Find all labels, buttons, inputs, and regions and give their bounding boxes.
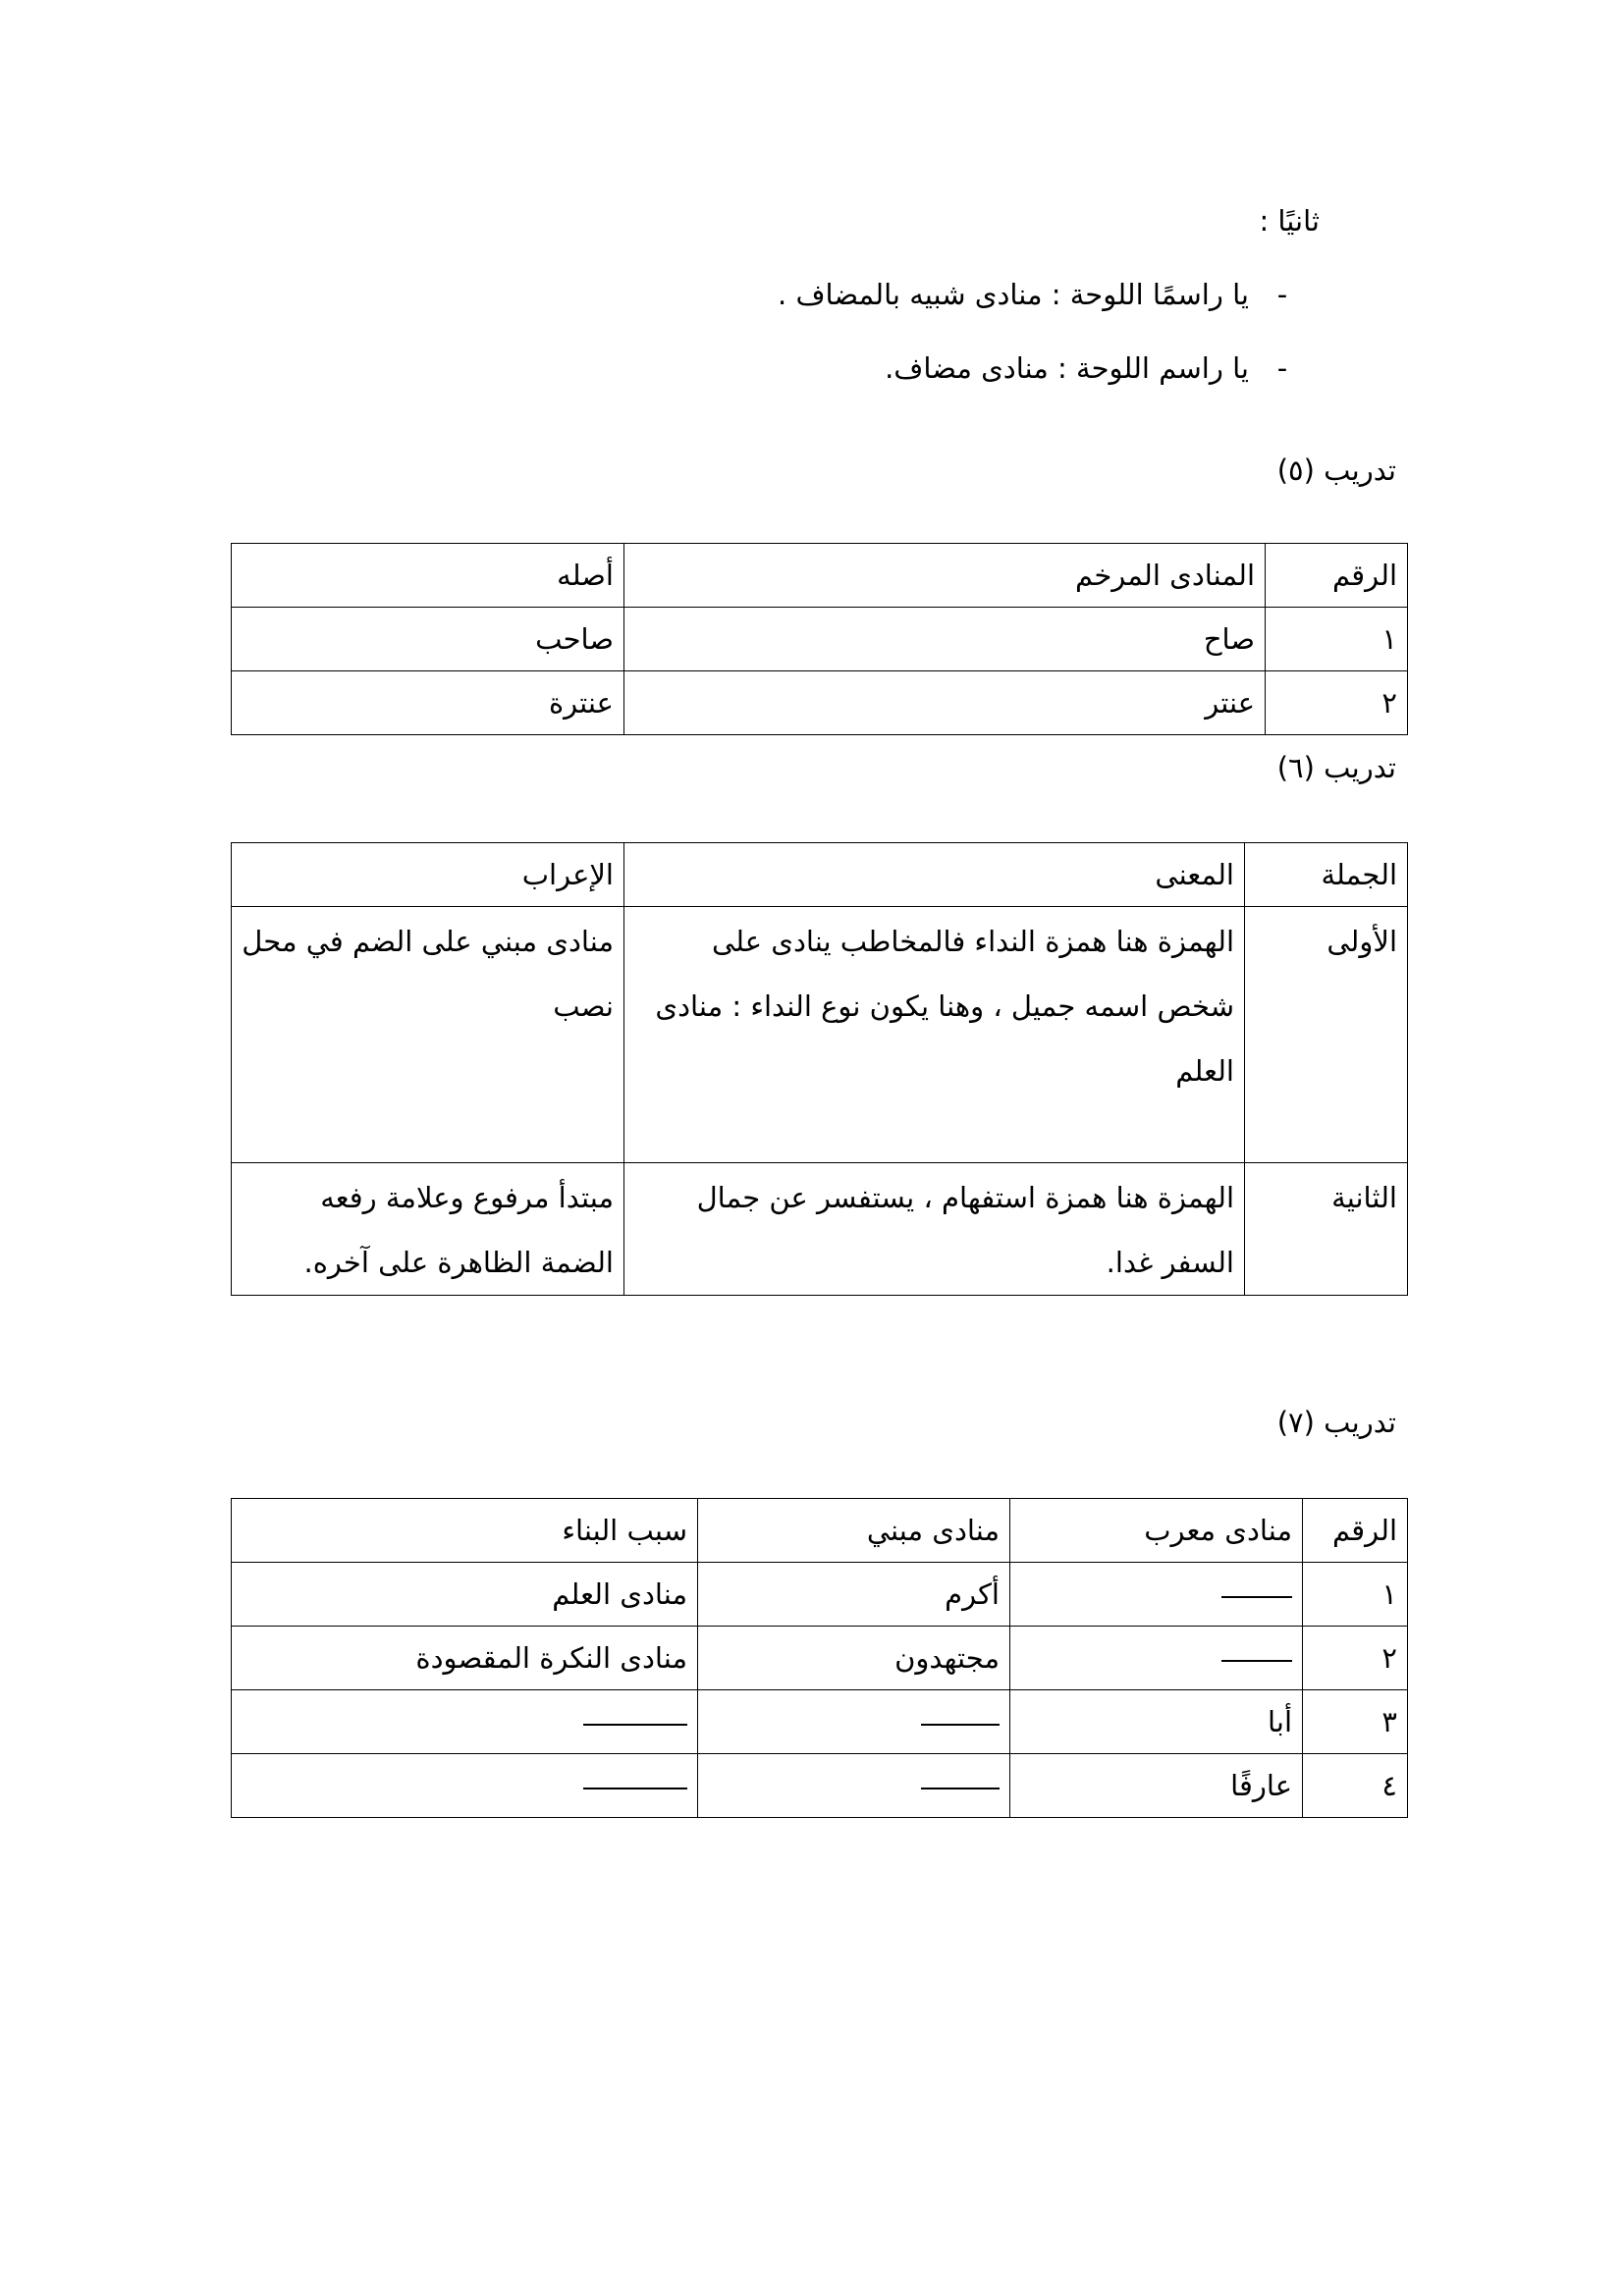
table-header-cell: الإعراب [232,843,624,907]
table-header-cell: منادى معرب [1010,1499,1303,1563]
table-row [232,1563,1408,1627]
table-header-cell: المعنى [624,843,1245,907]
table-cell: منادى مبني على الضم في محل نصب [232,907,624,1163]
drill6-title: تدريب (٦) [1276,751,1396,784]
table-cell: أبا [1010,1690,1303,1754]
blank-line [921,1724,1000,1726]
table-header-row [232,544,1408,608]
table-header-cell: الرقم [1266,544,1408,608]
table-cell: الثانية [1245,1163,1408,1296]
table-cell: مجتهدون [698,1627,1010,1690]
blank-line [583,1788,687,1789]
table-row [232,1754,1408,1818]
table-row [232,1163,1408,1296]
table-cell: مبتدأ مرفوع وعلامة رفعه الضمة الظاهرة على آخره. [232,1163,624,1296]
table-header-cell: الجملة [1245,843,1408,907]
table-cell: ١ [1303,1563,1408,1627]
table-row [232,1627,1408,1690]
table-row [232,1690,1408,1754]
blank-line [1221,1660,1292,1662]
bullet-dash: - [1276,278,1288,311]
bullet-text: يا راسم اللوحة : منادى مضاف. [885,351,1249,385]
blank-line [921,1788,1000,1789]
table-cell: منادى العلم [232,1563,698,1627]
table-header-cell: سبب البناء [232,1499,698,1563]
table-cell: ٣ [1303,1690,1408,1754]
table-cell: صاح [624,608,1266,671]
table-cell: الأولى [1245,907,1408,1163]
bullet-text: يا راسمًا اللوحة : منادى شبيه بالمضاف . [778,278,1249,311]
table-cell-blank [698,1754,1010,1818]
table-header-cell: منادى مبني [698,1499,1010,1563]
table-cell-blank [1010,1563,1303,1627]
table-cell-blank [232,1754,698,1818]
table-cell-blank [232,1690,698,1754]
section-two-title: ثانيًا : [1259,204,1320,238]
table-cell: عارفًا [1010,1754,1303,1818]
table-cell: ١ [1266,608,1408,671]
table-cell-blank [1010,1627,1303,1690]
drill7-table [231,1498,1408,1818]
bullet-item-1 [778,278,1290,311]
table-cell: منادى النكرة المقصودة [232,1627,698,1690]
table-row [232,671,1408,735]
table-header-cell: الرقم [1303,1499,1408,1563]
table-cell: ٢ [1266,671,1408,735]
table-cell: عنترة [232,671,624,735]
table-cell: عنتر [624,671,1266,735]
table-cell: الهمزة هنا همزة استفهام ، يستفسر عن جمال السفر غدا. [624,1163,1245,1296]
drill6-table [231,842,1408,1296]
table-cell: صاحب [232,608,624,671]
table-cell: ٢ [1303,1627,1408,1690]
drill7-title: تدريب (٧) [1276,1406,1396,1439]
table-cell: الهمزة هنا همزة النداء فالمخاطب ينادى على شخص اسمه جميل ، وهنا يكون نوع النداء : منادى العلم [624,907,1245,1163]
table-row [232,907,1408,1163]
drill5-table [231,543,1408,735]
table-cell: ٤ [1303,1754,1408,1818]
table-header-cell: أصله [232,544,624,608]
bullet-dash: - [1276,351,1288,385]
blank-line [583,1724,687,1726]
bullet-item-2 [885,351,1290,385]
table-cell: أكرم [698,1563,1010,1627]
blank-line [1221,1596,1292,1598]
table-cell-blank [698,1690,1010,1754]
table-row [232,608,1408,671]
table-header-cell: المنادى المرخم [624,544,1266,608]
table-header-row [232,843,1408,907]
table-header-row [232,1499,1408,1563]
drill5-title: تدريب (٥) [1276,454,1396,487]
